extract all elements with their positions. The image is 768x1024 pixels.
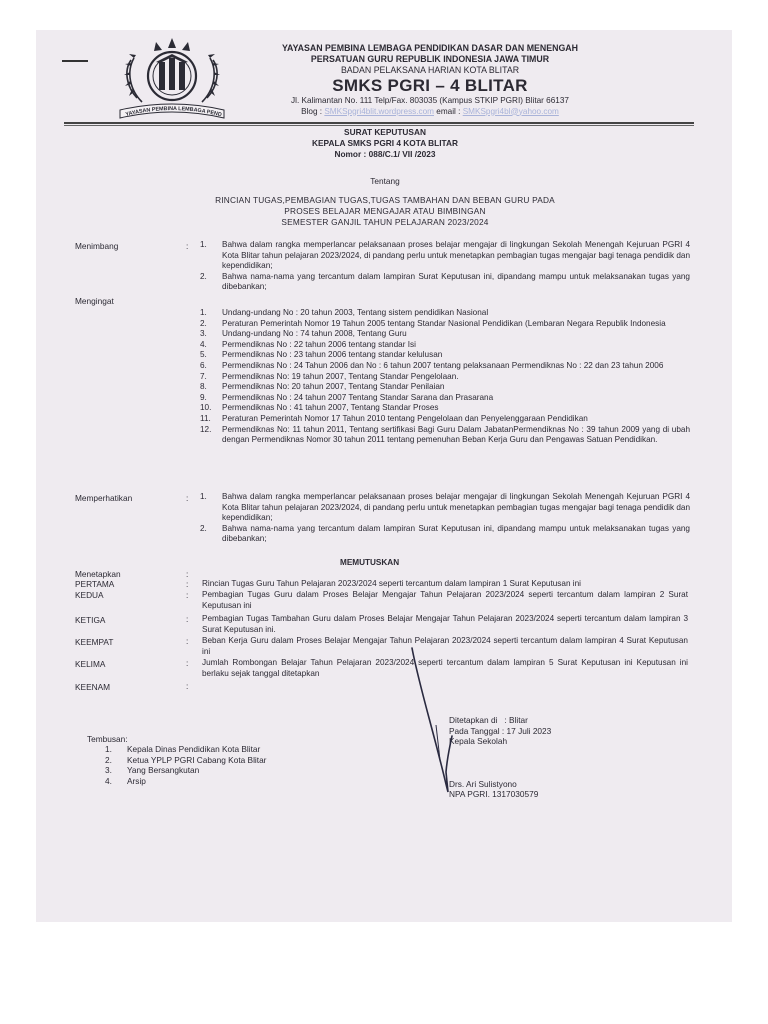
signature-block (449, 715, 551, 800)
item-number: 10. (200, 403, 212, 413)
item-number: 2. (200, 523, 207, 533)
mengingat-list (200, 308, 690, 446)
place-value: : Blitar (504, 715, 528, 725)
place-label: Ditetapkan di (449, 715, 498, 725)
letterhead-rule-thin (64, 125, 694, 126)
item-text: Undang-undang No : 74 tahun 2008, Tentang Guru (222, 329, 407, 339)
decision-label: KEENAM (75, 682, 111, 692)
item-number: 2. (200, 271, 207, 281)
decision-label: KEDUA (75, 590, 104, 600)
item-number: 7. (200, 371, 207, 381)
item-text: Permendiknas No: 11 tahun 2011, Tentang sertifikasi Bagi Guru Dalam JabatanPermendiknas No : 39 tahun 2009 yang di ubah dengan Permendiknas Nomor 30 tahun 2011 tentang pemenuhan Beban Kerja Guru dan Pengawas Satuan Pendidikan. (222, 424, 690, 445)
item-text: Yang Bersangkutan (127, 765, 200, 776)
item-number: 1. (200, 308, 207, 317)
item-text: Undang-undang No : 20 tahun 2003, Tentang sistem pendidikan Nasional (222, 308, 489, 317)
list-item (200, 425, 690, 446)
decision-label: KETIGA (75, 615, 106, 625)
decision-label: KEEMPAT (75, 637, 114, 647)
item-number: 4. (200, 339, 207, 349)
item-text: Bahwa dalam rangka memperlancar pelaksanaan proses belajar mengajar di lingkungan Sekolah Menengah Kejuruan PGRI 4 Kota Blitar tahun pelajaran 2023/2024, di pandang perlu untuk menetapkan pembagian tugas mengajar bagi tenaga pendidik dan kependidikan; (222, 492, 690, 523)
blog-label: Blog : (301, 106, 323, 116)
decision-text: Jumlah Rombongan Belajar Tahun Pelajaran 2023/2024 seperti tercantum dalam lampiran 5 Surat Keputusan ini Keputusan ini berlaku sejak tanggal ditetapkan (202, 658, 688, 678)
menimbang-list (200, 240, 690, 293)
subject-line: SEMESTER GANJIL TAHUN PELAJARAN 2023/2024 (281, 217, 489, 227)
foundation-name: YAYASAN PEMBINA LEMBAGA PENDIDIKAN DASAR DAN MENENGAH (281, 43, 579, 53)
item-text: Peraturan Pemerintah Nomor 17 Tahun 2010 tentang Pengelolaan dan Penyelenggaraan Pendidikan (222, 413, 588, 423)
signer-npa: NPA PGRI. 1317030579 (449, 789, 539, 800)
decree-about: Tentang (370, 176, 400, 186)
email-link[interactable]: SMKSpgri4bl@yahoo.com (462, 106, 559, 116)
logo-ribbon-text: YAYASAN PEMBINA LEMBAGA PEND (125, 105, 223, 119)
item-number: 1. (105, 744, 112, 754)
item-text: Bahwa nama-nama yang tercantum dalam lampiran Surat Keputusan ini, dipandang mampu untuk melaksanakan tugas yang dibebankan; (222, 523, 690, 544)
decree-number: Nomor : 088/C.1/ VII /2023 (334, 149, 436, 159)
list-item (200, 414, 690, 425)
letterhead-rule-thick (64, 122, 694, 124)
list-item (200, 492, 690, 524)
item-text: Kepala Dinas Pendidikan Kota Blitar (127, 744, 261, 754)
decision-text: Beban Kerja Guru dalam Proses Belajar Mengajar Tahun Pelajaran 2023/2024 seperti tercantum dalam lampiran 4 Surat Keputusan ini (202, 636, 688, 656)
board-name: BADAN PELAKSANA HARIAN KOTA BLITAR (340, 65, 520, 75)
margin-dash-mark (62, 60, 88, 62)
item-number: 4. (105, 775, 112, 786)
item-number: 1. (200, 492, 207, 501)
item-text: Permendiknas No : 24 Tahun 2006 dan No : 6 tahun 2007 tentang pelaksanaan Permendiknas No : 22 dan 23 tahun 2006 (222, 360, 664, 370)
item-number: 8. (200, 382, 207, 392)
decision-text: Rincian Tugas Guru Tahun Pelajaran 2023/2024 seperti tercantum dalam lampiran 1 Surat Keputusan ini (202, 579, 581, 588)
item-text: Permendiknas No: 20 tahun 2007, Tentang Standar Penilaian (222, 382, 445, 392)
tembusan-label: Tembusan: (87, 734, 128, 744)
list-item (105, 765, 266, 776)
list-item (200, 403, 690, 414)
menimbang-label: Menimbang (75, 241, 119, 251)
decree-subject (150, 195, 620, 228)
list-item (200, 329, 690, 340)
pgri-logo (112, 32, 232, 124)
item-text: Permendiknas No : 41 tahun 2007, Tentang Standar Proses (222, 403, 439, 413)
colon: : (186, 681, 189, 691)
paper-sheet (36, 30, 732, 922)
item-text: Peraturan Pemerintah Nomor 19 Tahun 2005 tentang Standar Nasional Pendidikan (Lembaran Negara Republik Indonesia (222, 318, 666, 328)
colon: : (186, 614, 189, 624)
list-item (200, 361, 690, 372)
item-number: 2. (105, 754, 112, 765)
decision-label: PERTAMA (75, 579, 115, 589)
organization-name: PERSATUAN GURU REPUBLIK INDONESIA JAWA TIMUR (310, 54, 550, 64)
signature-place (449, 715, 551, 726)
blog-link[interactable]: SMKSpgri4blit.wordpress.com (324, 106, 435, 116)
signature-position: Kepala Sekolah (449, 736, 508, 747)
item-text: Permendiknas No: 19 tahun 2007, Tentang Standar Pengelolaan. (222, 371, 459, 381)
list-item (200, 393, 690, 404)
colon: : (186, 590, 189, 600)
email-label: email : (436, 106, 461, 116)
list-item (105, 776, 266, 787)
memutuskan-heading: MEMUTUSKAN (340, 558, 400, 567)
memperhatikan-label: Memperhatikan (75, 493, 133, 503)
item-text: Bahwa dalam rangka memperlancar pelaksanaan proses belajar mengajar di lingkungan Sekolah Menengah Kejuruan PGRI 4 Kota Blitar tahun pelajaran 2023/2024, di pandang perlu untuk menetapkan pembagian tugas mengajar bagi tenaga pendidik dan kependidikan; (222, 240, 690, 271)
tembusan-list (105, 744, 266, 786)
list-item (200, 372, 690, 383)
decision-text: Pembagian Tugas Tambahan Guru dalam Proses Belajar Mengajar Tahun Pelajaran 2023/2024 seperti tercantum dalam lampiran 3 Surat Keputusan ini. (202, 614, 688, 634)
list-item (200, 272, 690, 293)
date-value: : 17 Juli 2023 (501, 725, 552, 736)
contact-line (248, 107, 612, 118)
signature-date (449, 726, 551, 737)
item-number: 5. (200, 350, 207, 360)
item-number: 9. (200, 392, 207, 402)
list-item (200, 524, 690, 545)
decree-title: SURAT KEPUTUSAN (344, 127, 426, 137)
colon: : (186, 658, 189, 668)
date-label: Pada Tanggal (449, 725, 500, 736)
colon: : (186, 493, 189, 503)
item-text: Arsip (127, 775, 146, 786)
list-item (200, 240, 690, 272)
school-address: Jl. Kalimantan No. 111 Telp/Fax. 803035 (Kampus STKIP PGRI) Blitar 66137 (291, 96, 569, 105)
item-number: 6. (200, 360, 207, 370)
list-item (200, 308, 690, 319)
item-number: 1. (200, 240, 207, 249)
item-text: Bahwa nama-nama yang tercantum dalam lampiran Surat Keputusan ini, dipandang mampu untuk melaksanakan tugas yang dibebankan; (222, 271, 690, 292)
colon: : (186, 569, 189, 579)
letterhead (248, 43, 612, 117)
school-name: SMKS PGRI – 4 BLITAR (332, 76, 528, 95)
item-text: Permendiknas No : 24 tahun 2007 Tentang Standar Sarana dan Prasarana (222, 392, 494, 402)
item-number: 3. (200, 329, 207, 339)
decision-label: KELIMA (75, 659, 106, 669)
decision-text: Pembagian Tugas Guru dalam Proses Belajar Mengajar Tahun Pelajaran 2023/2024 seperti tercantum dalam lampiran 2 Surat Keputusan ini (202, 590, 688, 610)
item-text: Permendiknas No : 23 tahun 2006 tentang standar kelulusan (222, 350, 443, 360)
decree-header (150, 127, 620, 160)
item-text: Ketua YPLP PGRI Cabang Kota Blitar (127, 754, 267, 765)
subject-line: RINCIAN TUGAS,PEMBAGIAN TUGAS,TUGAS TAMBAHAN DAN BEBAN GURU PADA (215, 195, 555, 205)
list-item (105, 744, 266, 755)
colon: : (186, 636, 189, 646)
item-number: 3. (105, 765, 112, 776)
subject-line: PROSES BELAJAR MENGAJAR ATAU BIMBINGAN (284, 206, 486, 216)
mengingat-label: Mengingat (75, 296, 114, 306)
item-number: 11. (200, 413, 211, 423)
item-text: Permendiknas No : 22 tahun 2006 tentang standar Isi (222, 339, 416, 349)
list-item (200, 340, 690, 351)
colon: : (186, 579, 189, 589)
memperhatikan-list (200, 492, 690, 545)
decree-issuer: KEPALA SMKS PGRI 4 KOTA BLITAR (312, 138, 458, 148)
signer-name: Drs. Ari Sulistyono (449, 778, 517, 789)
list-item (200, 382, 690, 393)
list-item (200, 350, 690, 361)
decision-label: Menetapkan (75, 569, 121, 579)
list-item (105, 755, 266, 766)
item-number: 12. (200, 424, 212, 434)
item-number: 2. (200, 318, 207, 328)
colon: : (186, 241, 189, 251)
list-item (200, 319, 690, 330)
